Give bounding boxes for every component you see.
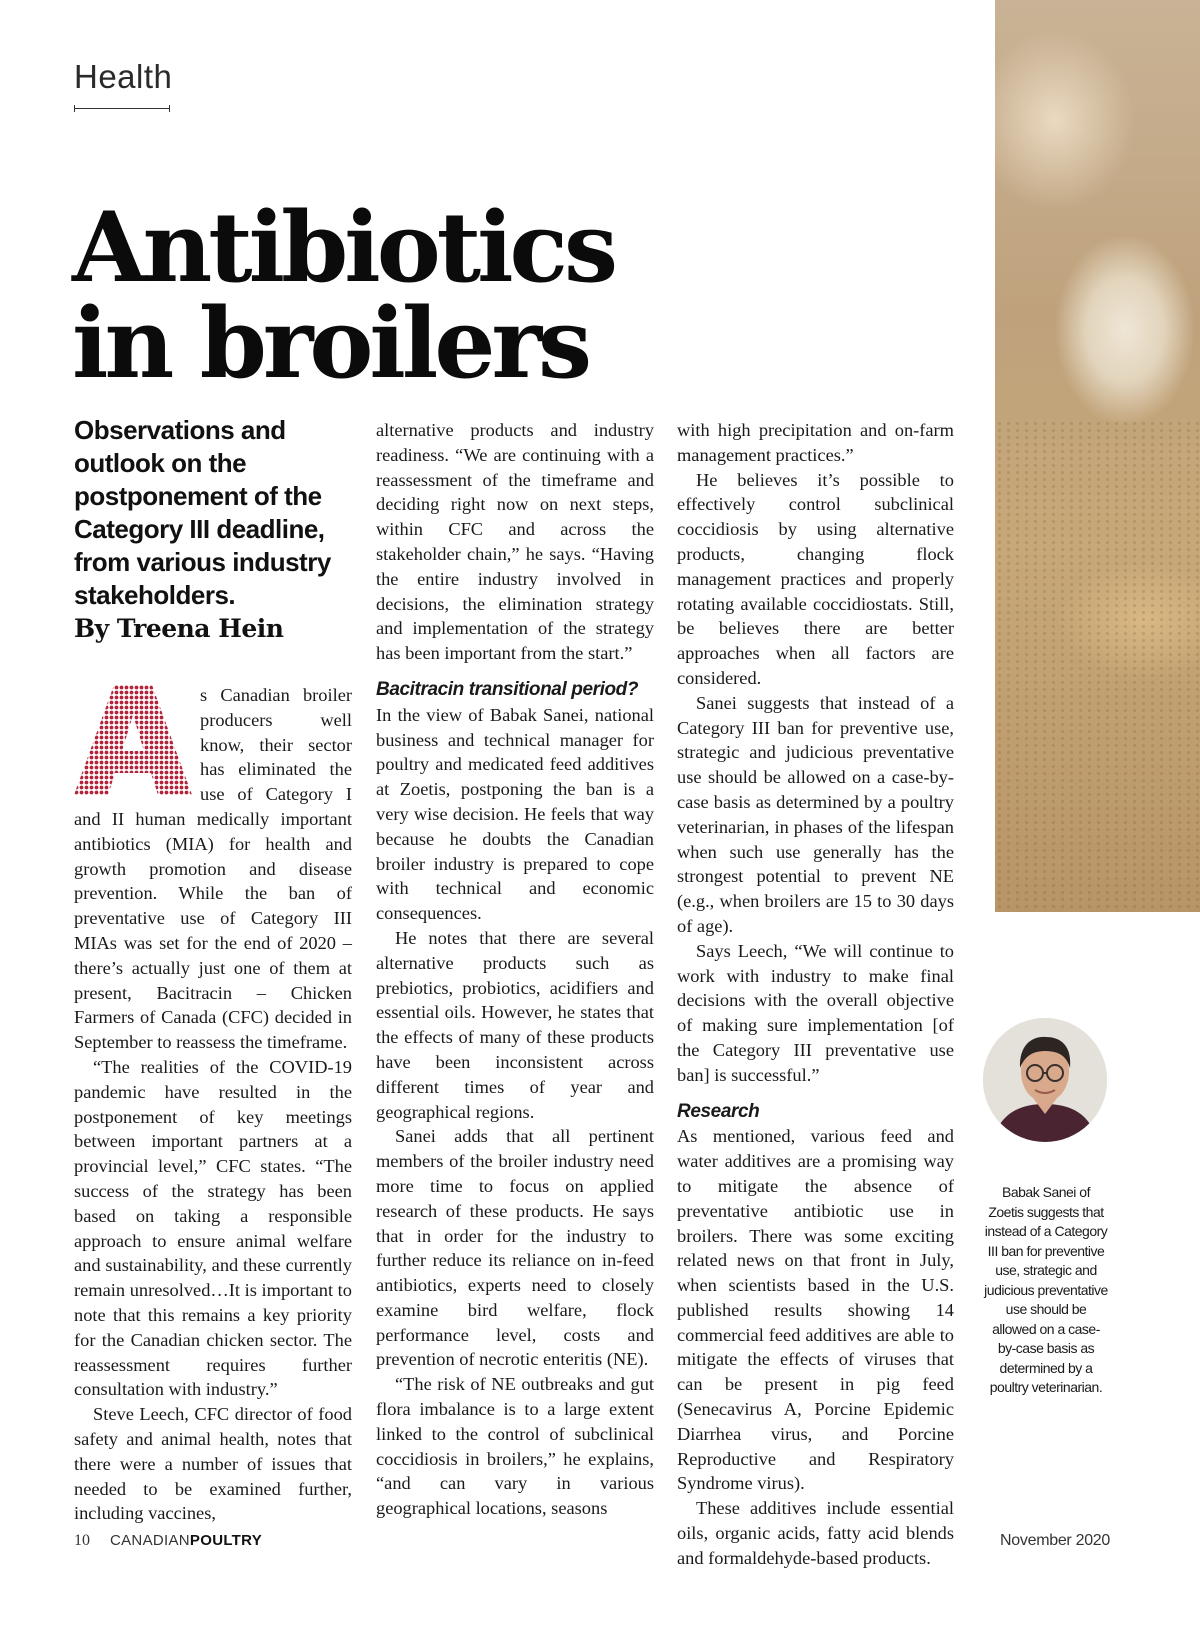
- paragraph: Sanei adds that all pertinent members of the broiler industry need more time to focus on applied research of these products. He says that in order for the industry to further reduce its reliance on in-feed antibiotics, experts need to closely examine bird welfare, flock performance level, costs and prevention of necrotic enteritis (NE).: [376, 1126, 654, 1370]
- paragraph: Steve Leech, CFC director of food safety and animal health, notes that there were a number of issues that needed to be examined further, including vaccines,: [74, 1404, 352, 1524]
- magazine-name-bold: POULTRY: [189, 1532, 263, 1549]
- deck-text: Observations and outlook on the postponement of the Category III deadline, from various industry stakeholders.: [74, 415, 331, 610]
- article-title: [72, 191, 615, 400]
- subhead-bacitracin: Bacitracin transitional period?: [376, 678, 639, 700]
- byline: By Treena Hein: [74, 614, 284, 643]
- page-number: 10: [74, 1532, 90, 1549]
- paragraph: Says Leech, “We will continue to work with industry to make final decisions with the overall objective of making sure implementation [of the Category III preventative use ban] is successful.”: [677, 940, 954, 1085]
- photo-caption: Babak Sanei of Zoetis suggests that instead of a Category III ban for preventive use, strategic and judicious preventative use should be allowed on a case-by-case basis as determined by a poultry veterinarian.: [984, 1184, 1108, 1395]
- paragraph: “The risk of NE outbreaks and gut flora imbalance is to a large extent linked to the control of subclinical coccidiosis in broilers,” he explains, “and can vary in various geographical locations, seasons: [376, 1374, 654, 1519]
- article-deck: [74, 414, 354, 645]
- article-column-1: [74, 683, 352, 1526]
- paragraph: Sanei suggests that instead of a Category III ban for preventive use, strategic and judicious preventative use should be allowed on a case-by-case basis as determined by a poultry veterinarian, in phases of the lifespan when such use generally has the strongest potential to prevent NE (e.g., when broilers are 15 to 30 days of age).: [677, 692, 954, 936]
- paragraph: alternative products and industry readiness. “We are continuing with a reassessment of the timeframe and deciding right now on next steps, within CFC and across the stakeholder chain,” he says. “Having the entire industry involved in decisions, the elimination strategy and implementation of the strategy has been important from the start.”: [376, 420, 654, 664]
- section-rule: [74, 108, 170, 109]
- paragraph: These additives include essential oils, organic acids, fatty acid blends and formaldehyde-based products.: [677, 1498, 954, 1568]
- issue-date: November 2020: [1000, 1532, 1110, 1549]
- subhead-research: Research: [677, 1100, 760, 1122]
- paragraph: s Canadian broiler producers well know, their sector has eliminated the use of Category I and II human medically important antibiotics (MIA) for health and growth promotion and disease prevention. While the ban of preventative use of Category III MIAs was set for the end of 2020 – there’s actually just one of them at present, Bacitracin – Chicken Farmers of Canada (CFC) decided in September to reassess the timeframe.: [74, 685, 352, 1053]
- paragraph: “The realities of the COVID-19 pandemic have resulted in the postponement of key meetings between important partners at a provincial level,” CFC states. “The success of the strategy has been based on taking a responsible approach to ensure animal welfare and sustainability, and these currently remain unresolved…It is important to note that this remains a key priority for the Canadian chicken sector. The reassessment requires further consultation with industry.”: [74, 1056, 352, 1400]
- article-column-2: [376, 418, 654, 1521]
- paragraph: He notes that there are several alternative products such as prebiotics, probiotics, acidifiers and essential oils. However, he states that the effects of many of these products have been inconsistent across different times of year and geographical regions.: [376, 927, 654, 1122]
- chicks-photo: [995, 0, 1200, 912]
- paragraph: As mentioned, various feed and water additives are a promising way to mitigate the absence of preventative antibiotic use in broilers. There was some exciting related news on that front in July, when scientists based in the U.S. published results showing 14 commercial feed additives are able to mitigate the effects of viruses that can be present in pig feed (Senecavirus A, Porcine Epidemic Diarrhea virus, and Porcine Reproductive and Respiratory Syndrome virus).: [677, 1126, 954, 1494]
- babak-sanei-headshot: [983, 1018, 1107, 1142]
- dropcap-a: [74, 685, 192, 795]
- paragraph: with high precipitation and on-farm management practices.”: [677, 420, 954, 465]
- title-line-2: in broilers: [72, 287, 589, 400]
- section-label: Health: [74, 58, 173, 95]
- paragraph: In the view of Babak Sanei, national business and technical manager for poultry and medicated feed additives at Zoetis, postponing the ban is a very wise decision. He feels that way because he doubts the Canadian broiler industry is prepared to cope with technical and economic consequences.: [376, 704, 654, 924]
- paragraph: He believes it’s possible to effectively control subclinical coccidiosis by using alternative products, changing flock management practices and properly rotating available coccidiostats. Still, be believes there are better approaches when all factors are considered.: [677, 469, 954, 688]
- magazine-name: [110, 1532, 262, 1549]
- article-column-3: [677, 418, 954, 1571]
- title-line-1: Antibiotics: [72, 191, 615, 304]
- magazine-name-light: CANADIAN: [110, 1532, 190, 1549]
